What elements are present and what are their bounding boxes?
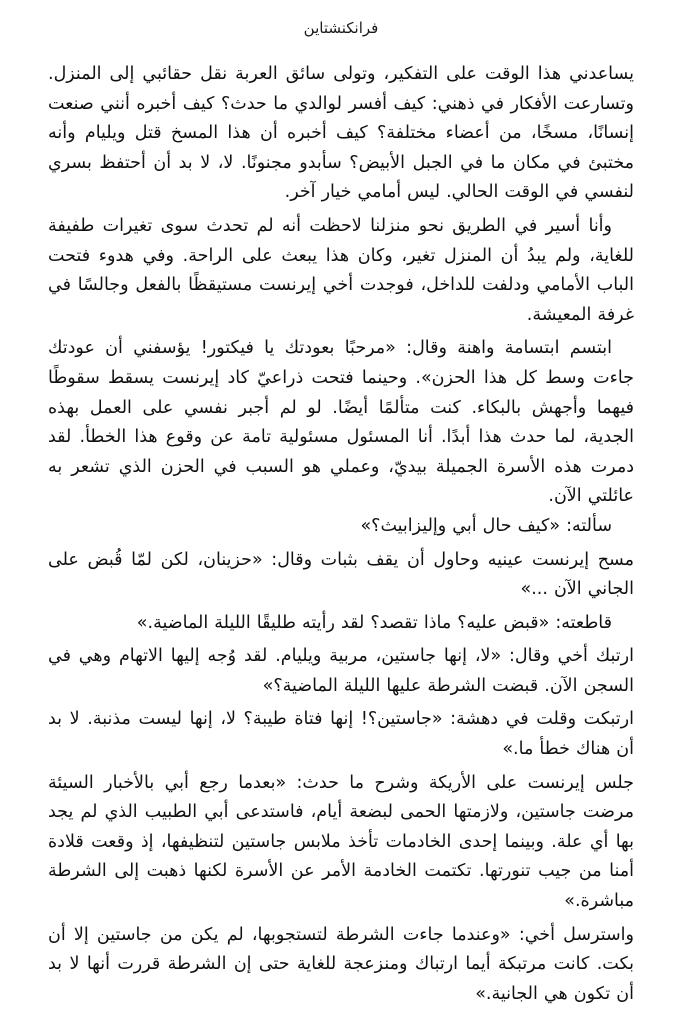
paragraph-4: سألته: «كيف حال أبي وإليزابيث؟»	[360, 515, 612, 536]
paragraph-3: ابتسم ابتسامة واهنة وقال: «مرحبًا بعودتك يا فيكتور! يؤسفني أن عودتك جاءت وسط كل هذا الحزن». وحينما فتحت ذراعيّ كاد إيرنست يسقط سقوطًا فيهما وأجهش بالبكاء. كنت متألمًا أيضًا. لو لم أجبر نفسي على العمل بهذه الجدية، لما حدث هذا أبدًا. أنا المسئول مسئولية تامة عن وقوع هذا الخطأ. لقد دمرت هذه الأسرة الجميلة بيديّ، وعملي هو السبب في الحزن الذي تشعر به عائلتي الآن.	[48, 338, 634, 507]
page-body	[48, 60, 634, 1009]
paragraph-5: مسح إيرنست عينيه وحاول أن يقف بثبات وقال: «حزينان، لكن لمّا قُبض على الجاني الآن ...»	[48, 549, 634, 600]
running-header-title: فرانكنشتاين	[303, 19, 379, 37]
paragraph-8: ارتبكت وقلت في دهشة: «جاستين؟! إنها فتاة طيبة؟ لا، إنها ليست مذنبة. لا بد أن هناك خطأ ما.»	[48, 709, 634, 760]
paragraph-2: وأنا أسير في الطريق نحو منزلنا لاحظت أنه لم تحدث سوى تغيرات طفيفة للغاية، ولم يبدُ أن المنزل تغير، وكان هذا يبعث على الراحة. وفي هدوء فتحت الباب الأمامي ودلفت للداخل، فوجدت أخي إيرنست مستيقظًا بالفعل وجالسًا في غرفة المعيشة.	[48, 215, 634, 325]
paragraph-9: جلس إيرنست على الأريكة وشرح ما حدث: «بعدما رجع أبي بالأخبار السيئة مرضت جاستين، ولازمتها الحمى لبضعة أيام، فاستدعى أبي الطبيب الذي لم يجد بها أي علة. وبينما إحدى الخادمات تأخذ ملابس جاستين لتنظيفها، إذ وقعت قلادة أمنا من جيب تنورتها. تكتمت الخادمة الأمر عن الأسرة لكنها ذهبت إلى الشرطة مباشرة.»	[48, 772, 634, 912]
paragraph-1: يساعدني هذا الوقت على التفكير، وتولى سائق العربة نقل حقائبي إلى المنزل. وتسارعت الأفكار في ذهني: كيف أفسر لوالدي ما حدث؟ كيف أخبره أنني صنعت إنسانًا، مسخًا، من أعضاء مختلفة؟ كيف أخبره أن هذا المسخ قتل ويليام وأنه مختبئ في مكان ما في الجبل الأبيض؟ سأبدو مجنونًا. لا، لا بد أن أحتفظ بسري لنفسي في الوقت الحالي. ليس أمامي خيار آخر.	[48, 64, 634, 203]
paragraph-10: واسترسل أخي: «وعندما جاءت الشرطة لتستجوبها، لم يكن من جاستين إلا أن بكت. كانت مرتبكة أيما ارتباك ومنزعجة للغاية حتى إن الشرطة قررت أنها لا بد أن تكون هي الجانية.»	[48, 924, 634, 1004]
paragraph-6: قاطعته: «قبض عليه؟ ماذا تقصد؟ لقد رأيته طليقًا الليلة الماضية.»	[136, 612, 612, 633]
paragraph-7: ارتبك أخي وقال: «لا، إنها جاستين، مربية ويليام. لقد وُجه إليها الاتهام وهي في السجن الآن. قبضت الشرطة عليها الليلة الماضية؟»	[48, 646, 634, 696]
